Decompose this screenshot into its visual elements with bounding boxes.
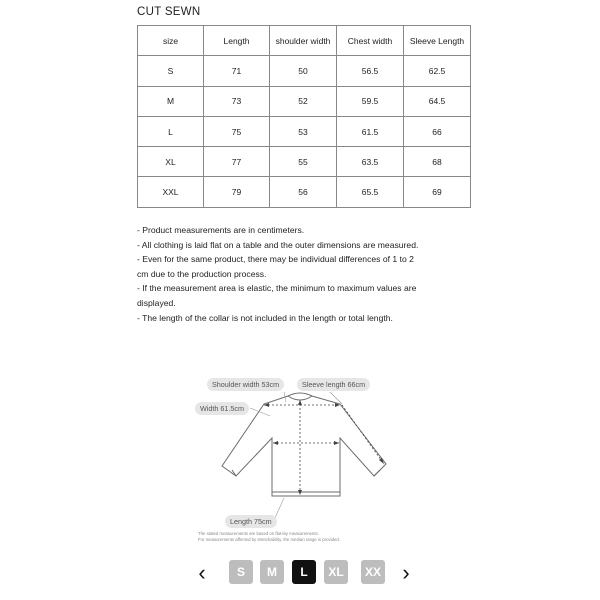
table-cell: 64.5 [404,86,471,116]
table-header-row [138,26,471,56]
table-row [138,56,471,86]
table-row [138,116,471,146]
column-header: Length [204,26,270,56]
table-cell: 56 [270,177,337,207]
size-button-m[interactable]: M [260,560,284,584]
table-cell: XXL [138,177,204,207]
table-cell: 71 [204,56,270,86]
column-header: Sleeve Length [404,26,471,56]
table-cell: S [138,56,204,86]
table-cell: XL [138,147,204,177]
sleeve-length-label: Sleeve length 66cm [297,378,370,391]
size-button-s[interactable]: S [229,560,253,584]
column-header: shoulder width [270,26,337,56]
column-header: size [138,26,204,56]
column-header: Chest width [337,26,404,56]
table-cell: 50 [270,56,337,86]
table-cell: 66 [404,116,471,146]
table-cell: 56.5 [337,56,404,86]
size-button-l[interactable]: L [292,560,316,584]
table-row [138,177,471,207]
note-line: - If the measurement area is elastic, the minimum to maximum values are [137,283,417,294]
note-line: - The length of the collar is not included in the length or total length. [137,312,393,323]
table-cell: M [138,86,204,116]
measurement-notes [137,223,477,325]
chevron-right-icon[interactable]: › [402,560,410,585]
chevron-left-icon[interactable]: ‹ [198,560,206,585]
size-button-xl[interactable]: XL [324,560,348,584]
table-cell: 55 [270,147,337,177]
table-row [138,86,471,116]
size-button-xxl[interactable]: XX [361,560,385,584]
note-line: - All clothing is laid flat on a table and the outer dimensions are measured. [137,239,419,250]
table-cell: 63.5 [337,147,404,177]
table-cell: 79 [204,177,270,207]
note-line: displayed. [137,297,176,308]
table-cell: 77 [204,147,270,177]
table-cell: 68 [404,147,471,177]
note-line: - Even for the same product, there may be individual differences of 1 to 2 [137,254,414,265]
table-cell: 59.5 [337,86,404,116]
table-cell: 53 [270,116,337,146]
table-cell: 62.5 [404,56,471,86]
table-cell: 52 [270,86,337,116]
width-label: Width 61.5cm [195,402,249,415]
fine-print: The stated measurements are based on flat-lay measurements. [198,531,319,536]
garment-measurement-diagram [190,372,410,547]
table-cell: 75 [204,116,270,146]
table-cell: 73 [204,86,270,116]
size-chart-table [137,25,471,208]
table-row [138,147,471,177]
page-title: CUT SEWN [137,6,201,18]
table-cell: L [138,116,204,146]
table-cell: 61.5 [337,116,404,146]
note-line: - Product measurements are in centimeters. [137,225,305,235]
note-line: cm due to the production process. [137,268,267,279]
shoulder-width-label: Shoulder width 53cm [207,378,284,391]
table-cell: 69 [404,177,471,207]
sweatshirt-illustration [190,372,410,547]
table-cell: 65.5 [337,177,404,207]
fine-print: For measurements affected by stretchability, the median range is provided. [198,537,340,542]
length-label: Length 75cm [225,515,277,528]
